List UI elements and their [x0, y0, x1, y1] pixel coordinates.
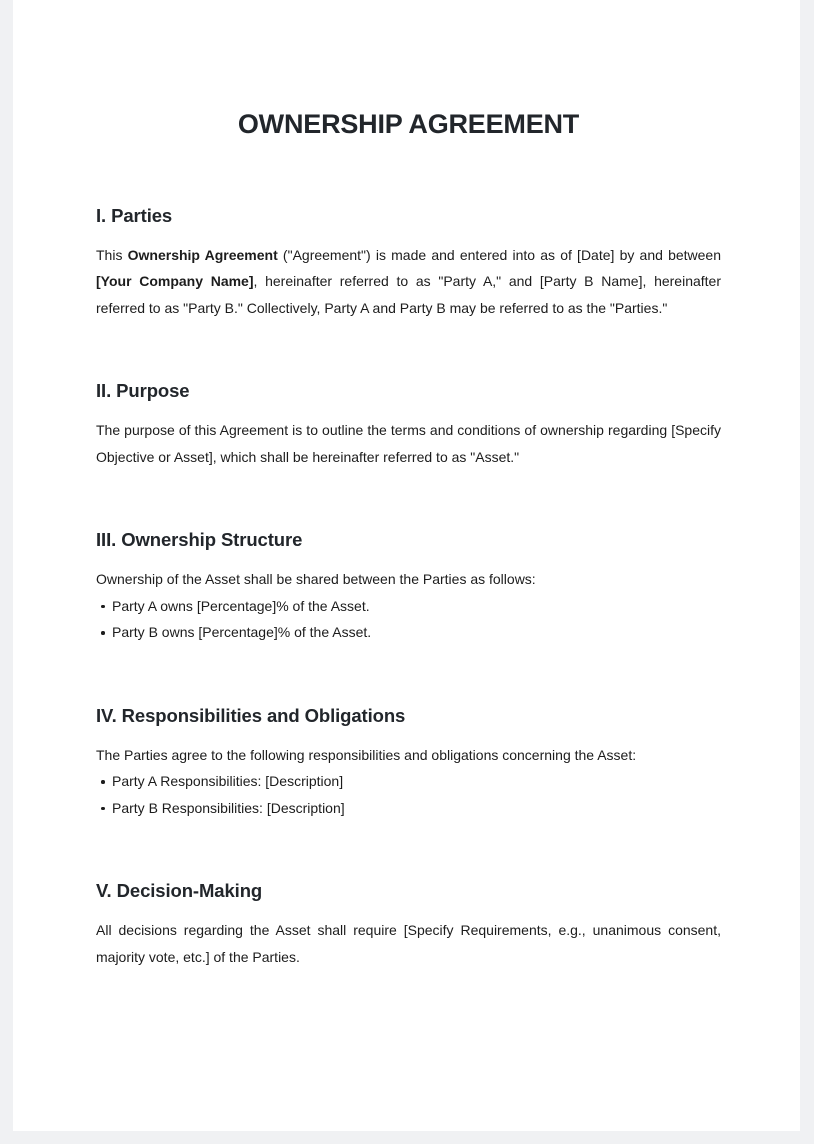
- section-responsibilities: [96, 646, 721, 822]
- section-heading-ownership-structure: III. Ownership Structure: [96, 529, 303, 551]
- page-title: OWNERSHIP AGREEMENT: [237, 109, 580, 139]
- section-purpose: [96, 321, 721, 470]
- section-heading-responsibilities: IV. Responsibilities and Obligations: [96, 704, 406, 726]
- bullet-list-responsibilities: [96, 768, 721, 821]
- section-paragraph-parties: [96, 242, 721, 322]
- section-paragraph-ownership-structure: Ownership of the Asset shall be shared between the Parties as follows:: [96, 571, 536, 588]
- section-paragraph-purpose: The purpose of this Agreement is to outline the terms and conditions of ownership regarding [Specify Objective or Asset], which shall be hereinafter referred to as "Asset.": [96, 422, 721, 465]
- section-heading-parties: I. Parties: [96, 204, 173, 226]
- section-heading-decision-making: V. Decision-Making: [96, 880, 263, 902]
- paragraph-bold-company-name: [Your Company Name]: [96, 273, 254, 290]
- document-content: [96, 0, 721, 970]
- section-heading-purpose: II. Purpose: [96, 380, 190, 402]
- paragraph-bold-agreement-name: Ownership Agreement: [127, 246, 278, 263]
- list-item: Party B owns [Percentage]% of the Asset.: [96, 619, 721, 646]
- paragraph-text-lead: This: [96, 246, 128, 263]
- section-parties: [96, 142, 721, 322]
- document-page: [13, 0, 800, 1131]
- section-paragraph-responsibilities: The Parties agree to the following responsibilities and obligations concerning the Asset:: [96, 746, 637, 763]
- list-item: Party A Responsibilities: [Description]: [96, 768, 721, 795]
- section-paragraph-decision-making: All decisions regarding the Asset shall require [Specify Requirements, e.g., unanimous consent, majority vote, etc.] of the Parties.: [96, 922, 721, 965]
- section-decision-making: [96, 821, 721, 970]
- list-item: Party B Responsibilities: [Description]: [96, 795, 721, 822]
- bullet-list-ownership-structure: [96, 593, 721, 646]
- list-item: Party A owns [Percentage]% of the Asset.: [96, 593, 721, 620]
- paragraph-text-middle: ("Agreement") is made and entered into as of [Date] by and between: [277, 246, 721, 263]
- paragraph-text-tail: , hereinafter referred to as "Party A," and [Party B Name], hereinafter referred to as "Party B." Collectively, Party A and Party B may be referred to as the "Parties.": [96, 273, 721, 316]
- section-ownership-structure: [96, 470, 721, 646]
